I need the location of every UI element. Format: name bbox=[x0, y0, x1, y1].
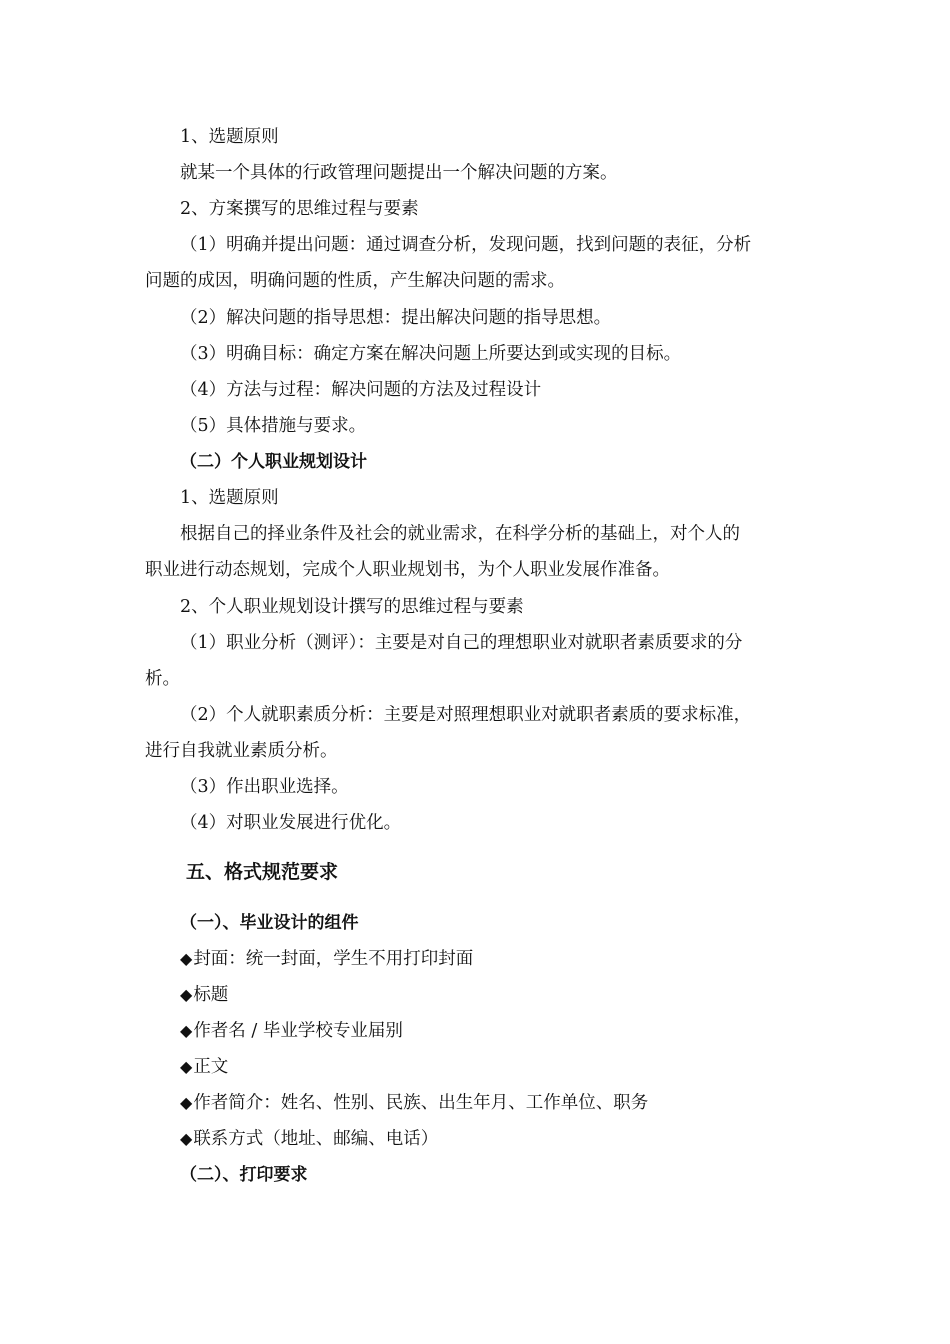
paragraph: 职业进行动态规划，完成个人职业规划书，为个人职业发展作准备。 bbox=[145, 560, 670, 580]
paragraph: 析。 bbox=[145, 669, 180, 689]
list-item: ◆联系方式（地址、邮编、电话） bbox=[180, 1129, 439, 1149]
paragraph: （3）明确目标：确定方案在解决问题上所要达到或实现的目标。 bbox=[180, 344, 682, 364]
section-heading-personal-career: （二）个人职业规划设计 bbox=[180, 452, 367, 472]
paragraph: （2）解决问题的指导思想：提出解决问题的指导思想。 bbox=[180, 308, 612, 328]
list-item: ◆作者名 / 毕业学校专业届别 bbox=[180, 1021, 403, 1041]
diamond-bullet-icon: ◆ bbox=[180, 985, 193, 1004]
paragraph: 根据自己的择业条件及社会的就业需求，在科学分析的基础上，对个人的 bbox=[180, 524, 740, 544]
paragraph: （4）对职业发展进行优化。 bbox=[180, 813, 402, 833]
diamond-bullet-icon: ◆ bbox=[180, 949, 193, 968]
paragraph: 1、选题原则 bbox=[180, 127, 279, 147]
paragraph: （2）个人就职素质分析：主要是对照理想职业对就职者素质的要求标准， bbox=[180, 705, 752, 725]
diamond-bullet-icon: ◆ bbox=[180, 1129, 193, 1148]
paragraph: 进行自我就业素质分析。 bbox=[145, 741, 338, 761]
diamond-bullet-icon: ◆ bbox=[180, 1021, 193, 1040]
diamond-bullet-icon: ◆ bbox=[180, 1093, 193, 1112]
paragraph: 问题的成因，明确问题的性质，产生解决问题的需求。 bbox=[145, 271, 565, 291]
paragraph: （4）方法与过程：解决问题的方法及过程设计 bbox=[180, 380, 542, 400]
paragraph: 1、选题原则 bbox=[180, 488, 279, 508]
list-item: ◆封面：统一封面，学生不用打印封面 bbox=[180, 949, 474, 969]
paragraph: （1）职业分析（测评）：主要是对自己的理想职业对就职者素质要求的分 bbox=[180, 633, 743, 653]
paragraph: 2、方案撰写的思维过程与要素 bbox=[180, 199, 419, 219]
list-item: ◆正文 bbox=[180, 1057, 229, 1077]
subsection-heading-components: （一）、毕业设计的组件 bbox=[180, 913, 359, 933]
list-item: ◆标题 bbox=[180, 985, 229, 1005]
diamond-bullet-icon: ◆ bbox=[180, 1057, 193, 1076]
paragraph: （3）作出职业选择。 bbox=[180, 777, 349, 797]
paragraph: （1）明确并提出问题：通过调查分析，发现问题，找到问题的表征，分析 bbox=[180, 235, 752, 255]
list-item: ◆作者简介：姓名、性别、民族、出生年月、工作单位、职务 bbox=[180, 1093, 649, 1113]
paragraph: 2、个人职业规划设计撰写的思维过程与要素 bbox=[180, 597, 524, 617]
subsection-heading-print: （二）、打印要求 bbox=[180, 1165, 308, 1185]
paragraph: 就某一个具体的行政管理问题提出一个解决问题的方案。 bbox=[180, 163, 618, 183]
paragraph: （5）具体措施与要求。 bbox=[180, 416, 367, 436]
section-heading-format: 五、格式规范要求 bbox=[186, 861, 339, 883]
